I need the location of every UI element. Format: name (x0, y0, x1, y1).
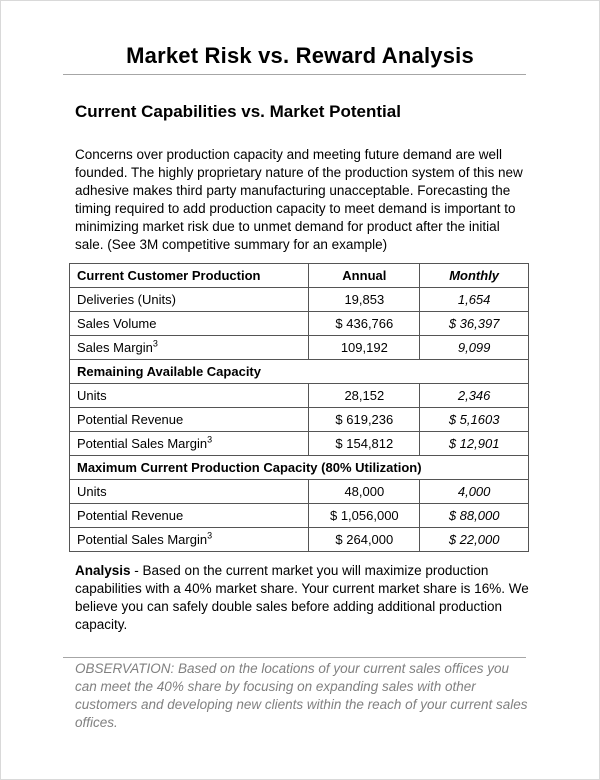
analysis-paragraph (75, 562, 529, 634)
table-header-row (70, 264, 529, 288)
observation-paragraph: OBSERVATION: Based on the locations of your current sales offices you can meet the 40% share by focusing on expanding sales with other customers and developing new clients within the reach of your current sales offices. (75, 661, 528, 730)
table-row (70, 408, 529, 432)
footnote-superscript: 3 (207, 530, 213, 541)
section-label-cell: Remaining Available Capacity (70, 360, 529, 384)
table-section-row (70, 360, 529, 384)
row-label-cell: Units (70, 384, 309, 408)
table-header-monthly: Monthly (420, 264, 529, 288)
monthly-value-cell: $ 36,397 (420, 312, 529, 336)
footnote-superscript: 3 (152, 338, 158, 349)
monthly-value-cell: 9,099 (420, 336, 529, 360)
table-row (70, 432, 529, 456)
row-label-cell: Potential Sales Margin$^3$ (70, 528, 309, 552)
table-row (70, 384, 529, 408)
row-label-cell: Units (70, 480, 309, 504)
table-header-production: Current Customer Production (70, 264, 309, 288)
table-row (70, 504, 529, 528)
annual-value-cell: 109,192 (309, 336, 420, 360)
intro-paragraph: Concerns over production capacity and meeting future demand are well founded. The highly proprietary nature of the production system of this new adhesive makes third party manufacturing unacceptable. Forecasting the timing required to add production capacity to meet demand is important to minimizing market risk due to unmet demand for product after the initial sale. (See 3M competitive summary for an example) (75, 147, 523, 252)
section-heading: Current Capabilities vs. Market Potential (75, 102, 401, 121)
annual-value-cell: 48,000 (309, 480, 420, 504)
table-row (70, 480, 529, 504)
monthly-value-cell: $ 22,000 (420, 528, 529, 552)
annual-value-cell: $ 436,766 (309, 312, 420, 336)
table-row (70, 288, 529, 312)
row-label-cell: Sales Volume (70, 312, 309, 336)
table-row (70, 336, 529, 360)
analysis-label: Analysis (75, 563, 131, 578)
analysis-text: - Based on the current market you will maximize production capabilities with a 40% market share. Your current market share is 16%. We believe you can safely double sales before adding additional production capacity. (75, 563, 529, 632)
title-divider (63, 74, 526, 75)
monthly-value-cell: $ 88,000 (420, 504, 529, 528)
production-capacity-table (69, 263, 529, 552)
section-label-cell: Maximum Current Production Capacity (80% Utilization) (70, 456, 529, 480)
monthly-value-cell: $ 12,901 (420, 432, 529, 456)
row-label-cell: Sales Margin$^3$ (70, 336, 309, 360)
annual-value-cell: $ 264,000 (309, 528, 420, 552)
annual-value-cell: 28,152 (309, 384, 420, 408)
annual-value-cell: 19,853 (309, 288, 420, 312)
annual-value-cell: $ 1,056,000 (309, 504, 420, 528)
row-label-cell: Potential Revenue (70, 504, 309, 528)
table-row (70, 312, 529, 336)
footnote-superscript: 3 (207, 434, 213, 445)
monthly-value-cell: 2,346 (420, 384, 529, 408)
annual-value-cell: $ 619,236 (309, 408, 420, 432)
row-label-cell: Potential Sales Margin$^3$ (70, 432, 309, 456)
row-label-cell: Potential Revenue (70, 408, 309, 432)
row-label-cell: Deliveries (Units) (70, 288, 309, 312)
annual-value-cell: $ 154,812 (309, 432, 420, 456)
table-section-row (70, 456, 529, 480)
table-row (70, 528, 529, 552)
monthly-value-cell: 4,000 (420, 480, 529, 504)
page-title: Market Risk vs. Reward Analysis (126, 43, 474, 68)
table-header-annual: Annual (309, 264, 420, 288)
monthly-value-cell: 1,654 (420, 288, 529, 312)
monthly-value-cell: $ 5,1603 (420, 408, 529, 432)
observation-divider (63, 657, 526, 658)
